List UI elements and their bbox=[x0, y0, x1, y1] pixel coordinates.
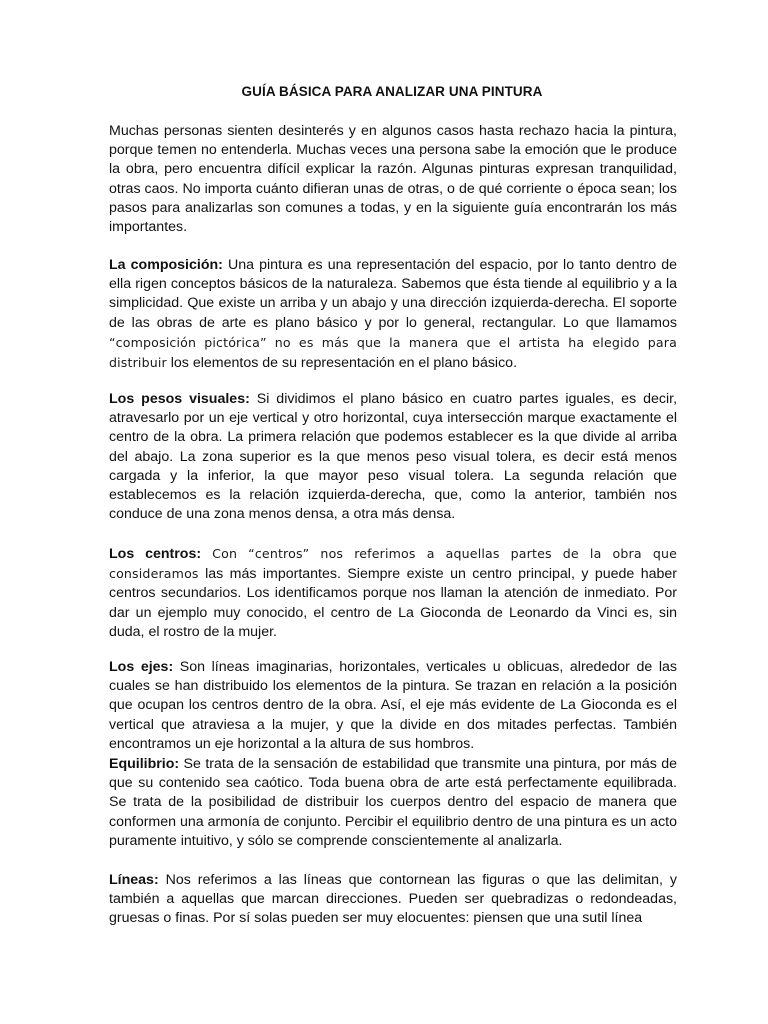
composicion-text-a: Una pintura es una representación del espacio, por lo tanto dentro de ella rigen conceptos básicos de la naturaleza. Sabemos que ésta tiende al equilibrio y a la simplicidad. Que existe un arriba y un abajo y una dirección izquierda-derecha. El soporte de las obras de arte es plano básico y por lo general, rectangular. Lo que llamamos bbox=[109, 257, 677, 331]
document-title: GUÍA BÁSICA PARA ANALIZAR UNA PINTURA bbox=[241, 84, 543, 99]
equilibrio-text: Se trata de la sensación de estabilidad que transmite una pintura, por más de que su contenido sea caótico. Toda buena obra de arte está perfectamente equilibrada. Se trata de la posibilidad de distribuir los cuerpos dentro del espacio de manera que conformen una armonía de conjunto. Percibir el equilibrio dentro de una pintura es un acto puramente intuitivo, y sólo se comprende conscientemente al analizarla. bbox=[109, 756, 677, 849]
centros-text-a: Con “centros” nos referimos a aquellas partes de la obra que consideramos bbox=[109, 546, 677, 582]
ejes-heading: Los ejes: bbox=[109, 659, 174, 675]
composicion-text-b: “composición pictórica” no es más que la manera que el artista ha elegido para distribuir bbox=[109, 334, 677, 371]
pesos-paragraph bbox=[109, 390, 677, 524]
pesos-heading: Los pesos visuales: bbox=[109, 391, 250, 407]
composicion-paragraph bbox=[109, 256, 677, 373]
ejes-paragraph bbox=[109, 658, 677, 754]
composicion-heading: La composición: bbox=[109, 257, 223, 273]
lineas-text: Nos referimos a las líneas que contornean las figuras o que las delimitan, y también a aquellas que marcan direcciones. Pueden ser quebradizas o redondeadas, gruesas o finas. Por sí solas pueden ser muy elocuentes: piensen que una sutil línea bbox=[109, 872, 677, 927]
intro-paragraph: Muchas personas sienten desinterés y en algunos casos hasta rechazo hacia la pintura, porque temen no entenderla. Muchas veces una persona sabe la emoción que le produce la obra, pero encuentra difícil explicar la razón. Algunas pinturas expresan tranquilidad, otras caos. No importa cuánto difieran unas de otras, o de qué corriente o época sean; los pasos para analizarlas son comunes a todas, y en la siguiente guía encontrarán los más importantes. bbox=[109, 123, 677, 236]
equilibrio-heading: Equilibrio: bbox=[109, 756, 180, 772]
centros-text-b: las más importantes. Siempre existe un centro principal, y puede haber centros secundarios. Los identificamos porque nos llaman la atención de inmediato. Por dar un ejemplo muy conocido, el centro de La Gioconda de Leonardo da Vinci es, sin duda, el rostro de la mujer. bbox=[109, 566, 677, 640]
pesos-text: Si dividimos el plano básico en cuatro partes iguales, es decir, atravesarlo por un eje vertical y otro horizontal, cuya intersección marque exactamente el centro de la obra. La primera relación que podemos establecer es la que divide al arriba del abajo. La zona superior es la que menos peso visual tolera, es decir está menos cargada y la inferior, la que mayor peso visual tolera. La segunda relación que establecemos es la relación izquierda-derecha, que, como la anterior, también nos conduce de una zona menos densa, a otra más densa. bbox=[109, 391, 678, 523]
composicion-text-c: los elementos de su representación en el plano básico. bbox=[166, 355, 518, 372]
centros-heading: Los centros: bbox=[109, 546, 202, 562]
lineas-paragraph bbox=[109, 871, 677, 929]
centros-paragraph bbox=[109, 544, 677, 642]
equilibrio-paragraph bbox=[109, 755, 677, 851]
ejes-text: Son líneas imaginarias, horizontales, verticales u oblicuas, alrededor de las cuales se han distribuido los elementos de la pintura. Se trazan en relación a la posición que ocupan los centros dentro de la obra. Así, el eje más evidente de La Gioconda es el vertical que atraviesa a la mujer, y que la divide en dos mitades perfectas. También encontramos un eje horizontal a la altura de sus hombros. bbox=[109, 659, 677, 752]
lineas-heading: Líneas: bbox=[109, 872, 159, 888]
